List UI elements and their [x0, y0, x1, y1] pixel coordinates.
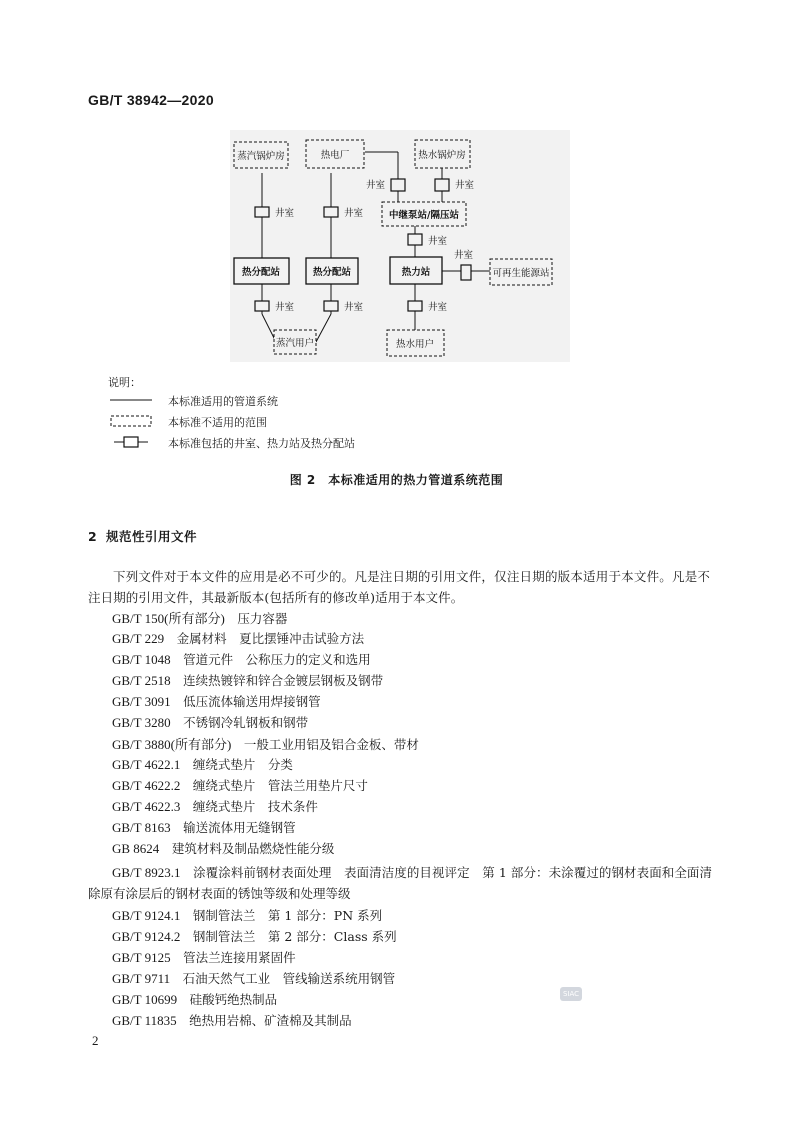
label-well-5: 井室 — [428, 236, 448, 247]
label-well-8: 井室 — [344, 302, 364, 313]
reference-code: GB/T 1048 — [112, 652, 171, 667]
reference-code: GB/T 4622.3 — [112, 799, 181, 814]
reference-title: 石油天然气工业 管线输送系统用钢管 — [182, 971, 396, 986]
well-chamber-7 — [255, 301, 269, 311]
label-well-9: 井室 — [428, 302, 448, 313]
reference-item — [112, 969, 395, 989]
diagram-canvas — [230, 130, 570, 362]
legend-title: 说明： — [108, 376, 141, 389]
label-well-7: 井室 — [275, 302, 295, 313]
label-well-6: 井室 — [454, 250, 474, 261]
reference-code: GB/T 10699 — [112, 992, 178, 1007]
well-chamber-4 — [435, 179, 449, 191]
reference-title: 缠绕式垫片 管法兰用垫片尺寸 — [192, 778, 368, 793]
label-hot-water-boiler: 热水锅炉房 — [418, 150, 466, 161]
reference-item — [112, 629, 364, 649]
reference-item — [112, 776, 368, 796]
reference-title: 连续热镀锌和锌合金镀层钢板及钢带 — [183, 673, 384, 688]
label-steam-user: 蒸汽用户 — [275, 338, 315, 349]
reference-code: GB/T 4622.2 — [112, 778, 181, 793]
legend-text-well-symbol: 本标准包括的井室、热力站及热分配站 — [168, 437, 355, 450]
pipe-dist2-to-user — [316, 314, 331, 342]
label-well-2: 井室 — [344, 208, 364, 219]
reference-code: GB 8624 — [112, 841, 160, 856]
label-well-1: 井室 — [275, 208, 295, 219]
reference-item — [112, 927, 397, 947]
well-chamber-8 — [324, 301, 338, 311]
reference-code: GB/T 8163 — [112, 820, 171, 835]
reference-title: 管道元件 公称压力的定义和选用 — [183, 652, 371, 667]
standard-number-header: GB/T 38942—2020 — [88, 92, 214, 108]
reference-item — [112, 818, 296, 838]
label-well-3: 井室 — [366, 180, 386, 191]
dashed-box-icon — [110, 414, 154, 428]
reference-title: 钢制管法兰 第 1 部分：PN 系列 — [192, 908, 383, 923]
heat-pipeline-diagram — [230, 130, 570, 362]
reference-title: 低压流体输送用焊接钢管 — [183, 694, 321, 709]
well-chamber-6 — [461, 265, 471, 280]
reference-title: 涂覆涂料前钢材表面处理 表面清洁度的目视评定 第 1 部分：未涂覆过的钢材表面和全面清除原有涂层后的钢材表面的锈蚀等级和处理等级 — [88, 865, 712, 901]
reference-item — [112, 608, 287, 628]
reference-code: GB/T 4622.1 — [112, 757, 181, 772]
well-chamber-3 — [391, 179, 405, 191]
well-chamber-5 — [408, 234, 422, 245]
reference-item — [112, 948, 296, 968]
reference-item — [112, 839, 334, 859]
reference-title: 一般工业用铝及铝合金板、带材 — [243, 737, 419, 752]
reference-title: 压力容器 — [237, 611, 288, 626]
reference-item — [112, 990, 277, 1010]
reference-title: 钢制管法兰 第 2 部分：Class 系列 — [192, 929, 397, 944]
label-well-4: 井室 — [455, 180, 475, 191]
legend-text-dashed-box: 本标准不适用的范围 — [168, 416, 267, 429]
label-thermal-power: 热电厂 — [320, 150, 350, 161]
figure-caption: 图 2 本标准适用的热力管道系统范围 — [289, 473, 504, 487]
well-chamber-1 — [255, 207, 269, 217]
reference-title: 绝热用岩棉、矿渣棉及其制品 — [189, 1013, 352, 1028]
section-heading — [88, 527, 197, 545]
label-hot-water-user: 热水用户 — [395, 339, 435, 350]
reference-code: GB/T 9124.1 — [112, 908, 181, 923]
reference-item — [112, 755, 293, 775]
reference-code: GB/T 3280 — [112, 715, 171, 730]
reference-item — [112, 692, 321, 712]
label-renewable: 可再生能源站 — [492, 268, 550, 279]
section-title: 规范性引用文件 — [106, 529, 198, 544]
reference-item — [112, 906, 382, 926]
reference-code: GB/T 150(所有部分) — [112, 611, 225, 626]
reference-code: GB/T 9124.2 — [112, 929, 181, 944]
watermark-logo: SIAC — [560, 987, 582, 1001]
reference-item — [112, 734, 419, 754]
section-number: 2 — [88, 529, 98, 544]
reference-item — [112, 713, 308, 733]
reference-title: 建筑材料及制品燃烧性能分级 — [171, 841, 335, 856]
reference-code: GB/T 3880(所有部分) — [112, 737, 232, 752]
reference-item — [112, 650, 371, 670]
well-chamber-9 — [408, 301, 422, 311]
reference-code: GB/T 9711 — [112, 971, 171, 986]
reference-code: GB/T 3091 — [112, 694, 171, 709]
legend-text-solid-line: 本标准适用的管道系统 — [168, 395, 278, 408]
reference-title: 硅酸钙绝热制品 — [189, 992, 278, 1007]
reference-code: GB/T 229 — [112, 631, 165, 646]
solid-line-icon — [110, 393, 154, 407]
label-dist-station-2: 热分配站 — [312, 267, 352, 278]
well-chamber-2 — [324, 207, 338, 217]
well-symbol-icon — [110, 435, 154, 449]
reference-item-long — [88, 862, 712, 904]
pipe-dist1-to-user — [262, 314, 276, 342]
label-dist-station-1: 热分配站 — [241, 267, 281, 278]
reference-title: 金属材料 夏比摆锤冲击试验方法 — [176, 631, 365, 646]
label-relay-station: 中继泵站/隔压站 — [389, 210, 459, 221]
reference-item — [112, 1011, 352, 1031]
reference-code: GB/T 11835 — [112, 1013, 177, 1028]
reference-code: GB/T 8923.1 — [112, 865, 181, 880]
reference-title: 缠绕式垫片 技术条件 — [192, 799, 318, 814]
reference-item — [112, 671, 383, 691]
reference-title: 不锈钢冷轧钢板和钢带 — [183, 715, 309, 730]
label-heat-station: 热力站 — [401, 267, 431, 278]
intro-paragraph: 下列文件对于本文件的应用是必不可少的。凡是注日期的引用文件，仅注日期的版本适用于本文件。凡是不注日期的引用文件，其最新版本(包括所有的修改单)适用于本文件。 — [88, 569, 710, 605]
page-number: 2 — [92, 1033, 99, 1048]
reference-title: 管法兰连接用紧固件 — [183, 950, 296, 965]
reference-code: GB/T 2518 — [112, 673, 171, 688]
reference-title: 输送流体用无缝钢管 — [183, 820, 296, 835]
reference-item — [112, 797, 318, 817]
reference-title: 缠绕式垫片 分类 — [192, 757, 293, 772]
reference-code: GB/T 9125 — [112, 950, 171, 965]
label-steam-boiler: 蒸汽锅炉房 — [237, 151, 285, 162]
